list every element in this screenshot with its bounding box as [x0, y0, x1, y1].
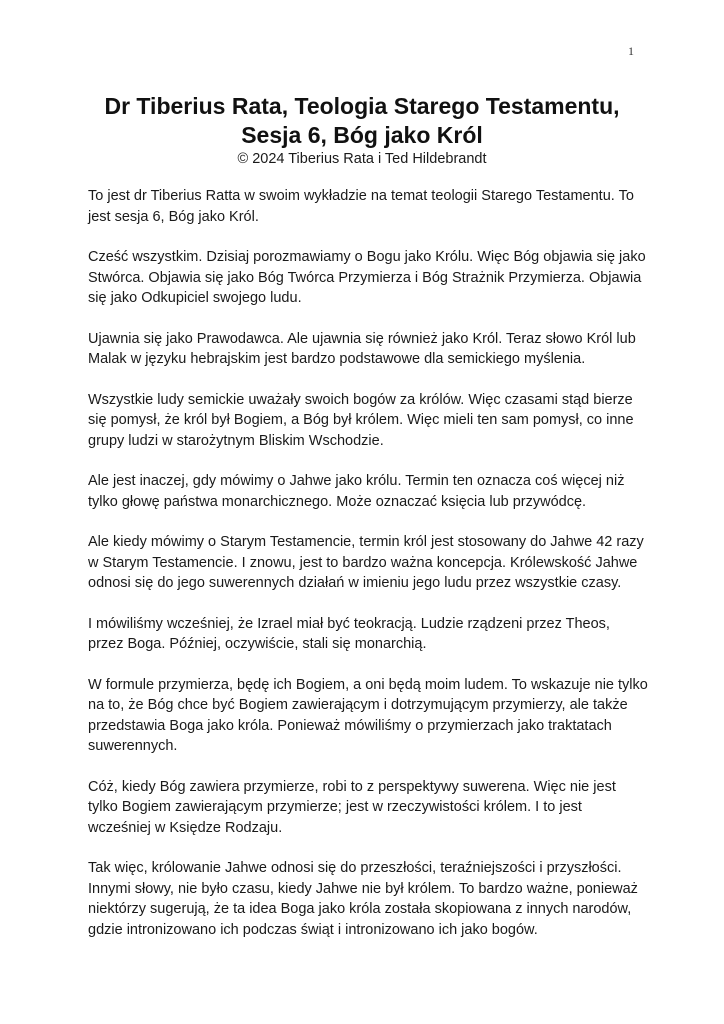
paragraph: Cześć wszystkim. Dzisiaj porozmawiamy o Bogu jako Królu. Więc Bóg objawia się jako Stwórca. Objawia się jako Bóg Twórca Przymierza i Bóg Strażnik Przymierza. Objawia się jako Odkupiciel swojego ludu.: [88, 249, 646, 306]
paragraph: Cóż, kiedy Bóg zawiera przymierze, robi to z perspektywy suwerena. Więc nie jest tylko Bogiem zawierającym przymierze; jest w rzeczywistości królem. I to jest wcześniej w Księdze Rodzaju.: [88, 778, 616, 836]
document-body: [88, 186, 648, 960]
paragraph: To jest dr Tiberius Ratta w swoim wykładzie na temat teologii Starego Testamentu. To jest sesja 6, Bóg jako Król.: [88, 188, 634, 225]
copyright-notice: © 2024 Tiberius Rata i Ted Hildebrandt: [237, 151, 487, 167]
paragraph: Wszystkie ludy semickie uważały swoich bogów za królów. Więc czasami stąd bierze się pomysł, że król był Bogiem, a Bóg był królem. Więc mieli ten sam pomysł, co inne grupy ludzi w starożytnym Bliskim Wschodzie.: [88, 391, 634, 449]
paragraph: Ale kiedy mówimy o Starym Testamencie, termin król jest stosowany do Jahwe 42 razy w Starym Testamencie. I znowu, jest to bardzo ważna koncepcja. Królewskość Jahwe odnosi się do jego suwerennych działań w imieniu jego ludu przez wszystkie czasy.: [88, 534, 644, 591]
paragraph: W formule przymierza, będę ich Bogiem, a oni będą moim ludem. To wskazuje nie tylko na to, że Bóg chce być Bogiem zawierającym i dotrzymującym przymierzy, ale także przedstawia Boga jako króla. Ponieważ mówiliśmy o przymierzach jako traktatach suwerennych.: [88, 676, 648, 754]
paragraph: Ujawnia się jako Prawodawca. Ale ujawnia się również jako Król. Teraz słowo Król lub Malak w języku hebrajskim jest bardzo podstawowe dla semickiego myślenia.: [88, 330, 636, 367]
paragraph: I mówiliśmy wcześniej, że Izrael miał być teokracją. Ludzie rządzeni przez Theos, przez Boga. Później, oczywiście, stali się monarchią.: [88, 615, 610, 652]
title-block: [0, 92, 724, 169]
document-title-line-2: Sesja 6, Bóg jako Król: [241, 122, 483, 148]
paragraph: Tak więc, królowanie Jahwe odnosi się do przeszłości, teraźniejszości i przyszłości. Innymi słowy, nie było czasu, kiedy Jahwe nie był królem. To bardzo ważne, ponieważ niektórzy sugerują, że ta idea Boga jako króla została skopiowana z innych narodów, gdzie intronizowano ich podczas świąt i intronizowano ich jako bogów.: [88, 860, 638, 938]
document-title-line-1: Dr Tiberius Rata, Teologia Starego Testamentu,: [104, 93, 620, 119]
paragraph: Ale jest inaczej, gdy mówimy o Jahwe jako królu. Termin ten oznacza coś więcej niż tylko głowę państwa monarchicznego. Może oznaczać księcia lub przywódcę.: [88, 473, 625, 510]
page-number: 1: [628, 44, 634, 58]
